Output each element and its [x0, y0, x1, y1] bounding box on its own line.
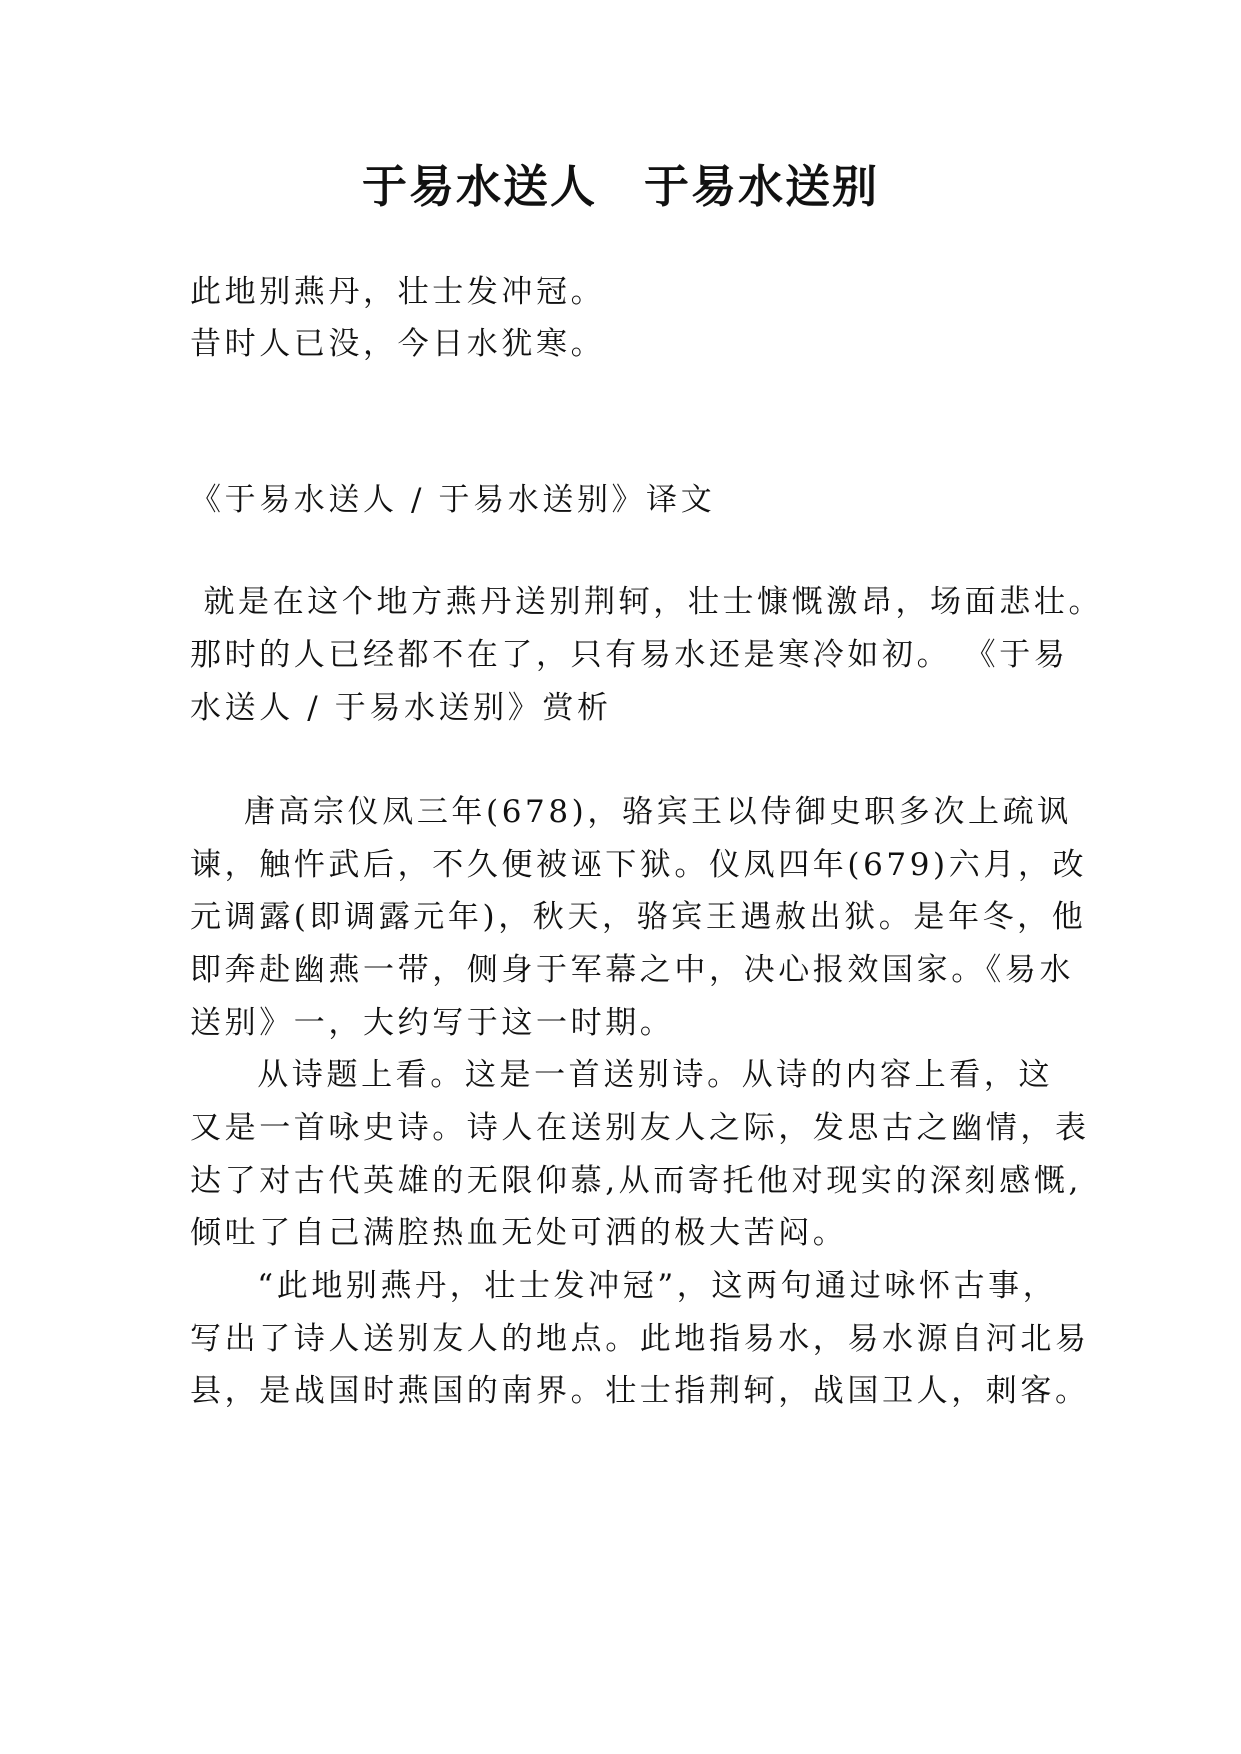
poem-line-2: 昔时人已没，今日水犹寒。: [190, 326, 606, 362]
document-title: 于易水送人 于易水送别: [361, 160, 879, 213]
translation-line: 那时的人已经都不在了，只有易水还是寒冷如初。 《于易: [190, 637, 1069, 673]
analysis-line: 又是一首咏史诗。诗人在送别友人之际，发思古之幽情，表: [190, 1110, 1090, 1146]
analysis-line: 送别》一，大约写于这一时期。: [190, 1005, 675, 1041]
analysis-line: 唐高宗仪凤三年(678)，骆宾王以侍御史职多次上疏讽: [190, 794, 1072, 830]
analysis-line: 倾吐了自己满腔热血无处可洒的极大苦闷。: [190, 1215, 848, 1251]
translation-line: 就是在这个地方燕丹送别荆轲，壮士慷慨激昂，场面悲壮。: [190, 584, 1104, 620]
translation-heading: 《于易水送人 / 于易水送别》译文: [190, 482, 716, 518]
analysis-line: 达了对古代英雄的无限仰慕,从而寄托他对现实的深刻感慨,: [190, 1163, 1082, 1199]
translation-line: 水送人 / 于易水送别》赏析: [190, 690, 612, 726]
analysis-line: 从诗题上看。这是一首送别诗。从诗的内容上看，这: [190, 1057, 1054, 1093]
analysis-line: “此地别燕丹，壮士发冲冠”，这两句通过咏怀古事，: [190, 1268, 1058, 1304]
analysis-line: 元调露(即调露元年)，秋天，骆宾王遇赦出狱。是年冬，他: [190, 899, 1087, 935]
analysis-line: 写出了诗人送别友人的地点。此地指易水，易水源自河北易: [190, 1321, 1090, 1357]
poem-line-1: 此地别燕丹，壮士发冲冠。: [190, 274, 606, 310]
analysis-line: 谏，触忤武后，不久便被诬下狱。仪凤四年(679)六月，改: [190, 847, 1088, 883]
analysis-line: 县，是战国时燕国的南界。壮士指荆轲，战国卫人，刺客。: [190, 1373, 1090, 1409]
analysis-line: 即奔赴幽燕一带，侧身于军幕之中，决心报效国家。《易水: [190, 952, 1075, 988]
